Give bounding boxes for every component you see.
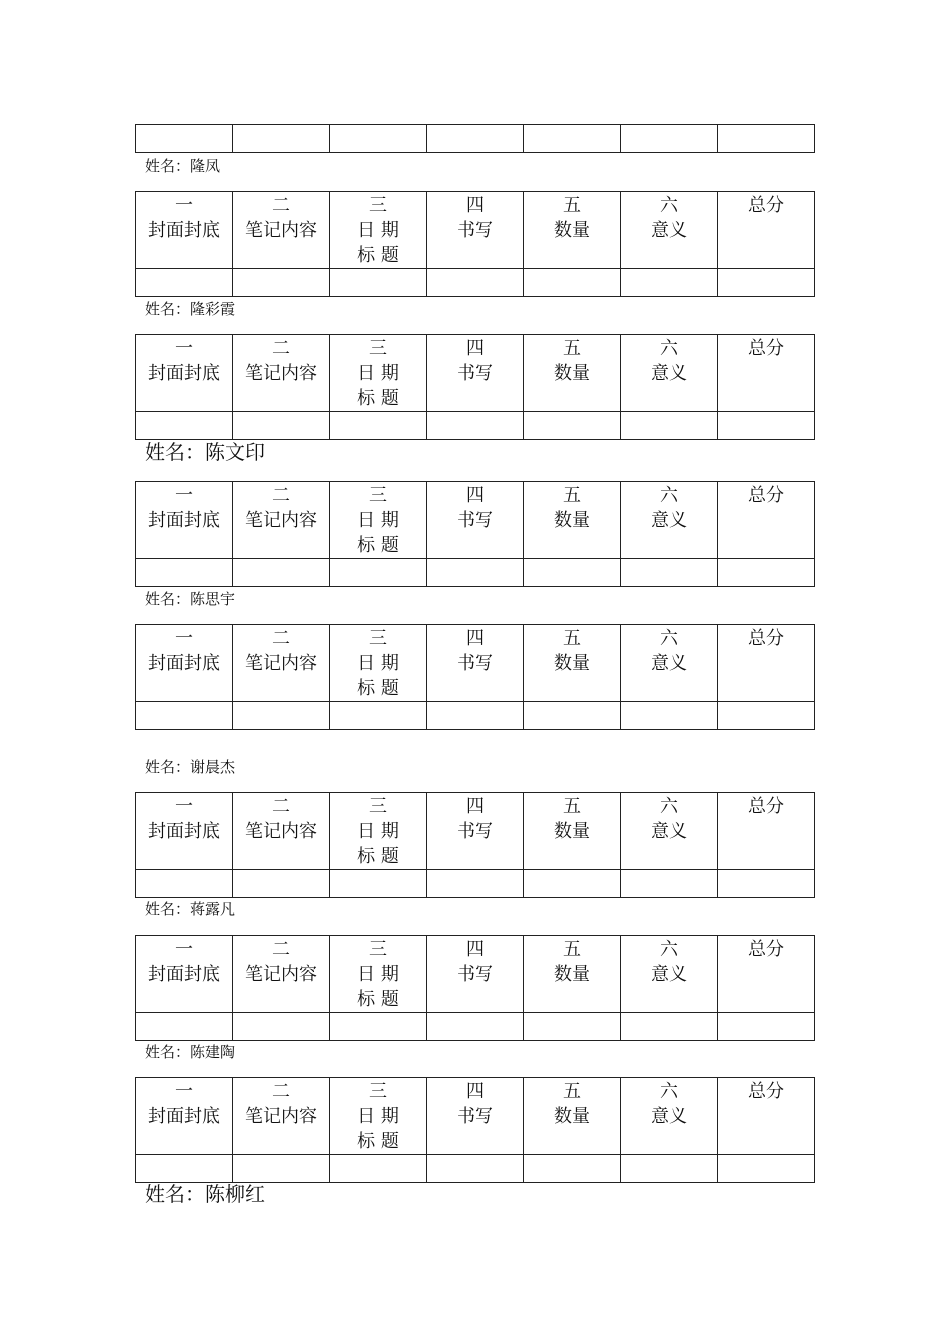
header-cell — [718, 936, 815, 1013]
score-cell[interactable] — [330, 559, 427, 587]
header-label: 笔记内容 — [245, 821, 317, 842]
header-label: 笔记内容 — [245, 363, 317, 384]
header-label: 标 题 — [357, 989, 399, 1010]
header-label: 书写 — [457, 821, 493, 842]
student-name: 陈柳红 — [205, 1182, 265, 1206]
header-label: 标 题 — [357, 1131, 399, 1152]
header-label: 书写 — [457, 363, 493, 384]
header-cell — [233, 1078, 330, 1155]
score-cell[interactable] — [330, 1013, 427, 1041]
student-name-label — [145, 1043, 235, 1061]
header-label: 封面封底 — [148, 821, 220, 842]
header-cell — [427, 335, 524, 412]
header-label: 意义 — [651, 821, 687, 842]
score-cell[interactable] — [524, 702, 621, 730]
header-label: 封面封底 — [148, 964, 220, 985]
header-label: 封面封底 — [148, 220, 220, 241]
score-cell[interactable] — [330, 269, 427, 297]
score-cell[interactable] — [330, 412, 427, 440]
score-cell[interactable] — [524, 412, 621, 440]
header-cell — [136, 1078, 233, 1155]
score-cell[interactable] — [718, 269, 815, 297]
score-row — [136, 269, 815, 297]
header-cell — [621, 335, 718, 412]
header-label: 书写 — [457, 510, 493, 531]
header-label: 总分 — [748, 485, 784, 506]
header-label: 六 — [660, 485, 678, 506]
score-cell[interactable] — [427, 1155, 524, 1183]
score-cell[interactable] — [718, 125, 815, 153]
header-label: 四 — [466, 939, 484, 960]
score-cell[interactable] — [136, 269, 233, 297]
score-cell[interactable] — [427, 412, 524, 440]
header-cell — [718, 1078, 815, 1155]
header-cell — [524, 1078, 621, 1155]
header-label: 封面封底 — [148, 363, 220, 384]
score-cell[interactable] — [524, 870, 621, 898]
score-cell[interactable] — [718, 559, 815, 587]
header-cell — [136, 936, 233, 1013]
header-label: 三 — [369, 796, 387, 817]
score-row — [136, 1013, 815, 1041]
name-prefix: 姓名： — [145, 758, 191, 776]
header-label: 四 — [466, 796, 484, 817]
header-label: 标 题 — [357, 846, 399, 867]
score-cell[interactable] — [233, 412, 330, 440]
header-cell — [233, 625, 330, 702]
score-table — [135, 191, 815, 297]
score-table — [135, 624, 815, 730]
header-label: 意义 — [651, 363, 687, 384]
score-cell[interactable] — [524, 559, 621, 587]
header-cell — [427, 1078, 524, 1155]
header-label: 书写 — [457, 220, 493, 241]
header-label: 二 — [272, 195, 290, 216]
header-cell — [718, 335, 815, 412]
score-cell[interactable] — [136, 1013, 233, 1041]
header-cell — [718, 793, 815, 870]
header-label: 数量 — [554, 220, 590, 241]
name-prefix: 姓名： — [145, 157, 191, 175]
header-cell — [136, 625, 233, 702]
header-row — [136, 1078, 815, 1155]
score-cell[interactable] — [718, 702, 815, 730]
header-label: 日 期 — [357, 220, 399, 241]
score-table — [135, 935, 815, 1041]
header-label: 一 — [175, 485, 193, 506]
header-cell — [136, 335, 233, 412]
score-cell[interactable] — [621, 702, 718, 730]
header-cell — [427, 936, 524, 1013]
header-label: 六 — [660, 338, 678, 359]
header-label: 意义 — [651, 510, 687, 531]
header-cell — [524, 793, 621, 870]
student-name-label — [145, 157, 220, 175]
score-row — [136, 870, 815, 898]
header-label: 五 — [563, 485, 581, 506]
score-row — [136, 1155, 815, 1183]
score-cell[interactable] — [233, 1013, 330, 1041]
score-table — [135, 1077, 815, 1183]
header-label: 书写 — [457, 1106, 493, 1127]
header-label: 标 题 — [357, 678, 399, 699]
header-label: 数量 — [554, 653, 590, 674]
header-cell — [718, 625, 815, 702]
header-row — [136, 625, 815, 702]
header-label: 封面封底 — [148, 510, 220, 531]
header-label: 数量 — [554, 363, 590, 384]
header-cell — [718, 192, 815, 269]
header-label: 一 — [175, 1081, 193, 1102]
header-label: 总分 — [748, 628, 784, 649]
header-label: 二 — [272, 485, 290, 506]
header-label: 数量 — [554, 510, 590, 531]
header-cell — [524, 936, 621, 1013]
header-label: 日 期 — [357, 510, 399, 531]
header-cell — [524, 335, 621, 412]
score-row — [136, 559, 815, 587]
score-cell[interactable] — [233, 125, 330, 153]
name-prefix: 姓名： — [145, 1182, 205, 1206]
header-cell — [330, 1078, 427, 1155]
header-label: 三 — [369, 628, 387, 649]
name-prefix: 姓名： — [145, 300, 191, 318]
header-label: 四 — [466, 1081, 484, 1102]
score-cell[interactable] — [136, 412, 233, 440]
header-label: 三 — [369, 485, 387, 506]
header-label: 五 — [563, 338, 581, 359]
header-label: 笔记内容 — [245, 220, 317, 241]
header-label: 一 — [175, 796, 193, 817]
name-prefix: 姓名： — [145, 900, 191, 918]
score-cell[interactable] — [427, 870, 524, 898]
header-cell — [330, 793, 427, 870]
header-cell — [524, 192, 621, 269]
name-prefix: 姓名： — [145, 590, 191, 608]
score-cell[interactable] — [233, 870, 330, 898]
header-label: 数量 — [554, 1106, 590, 1127]
header-label: 三 — [369, 195, 387, 216]
score-cell[interactable] — [718, 412, 815, 440]
header-cell — [621, 192, 718, 269]
score-cell[interactable] — [233, 269, 330, 297]
score-cell[interactable] — [621, 559, 718, 587]
name-prefix: 姓名： — [145, 1043, 191, 1061]
name-prefix: 姓名： — [145, 440, 205, 464]
header-row — [136, 335, 815, 412]
header-label: 五 — [563, 1081, 581, 1102]
header-cell — [233, 793, 330, 870]
header-cell — [330, 192, 427, 269]
header-cell — [427, 482, 524, 559]
header-cell — [233, 335, 330, 412]
student-name-label — [145, 900, 235, 918]
score-table — [135, 334, 815, 440]
header-row — [136, 793, 815, 870]
score-cell[interactable] — [330, 125, 427, 153]
header-cell — [330, 936, 427, 1013]
header-label: 日 期 — [357, 653, 399, 674]
score-row — [136, 702, 815, 730]
score-table — [135, 481, 815, 587]
score-cell[interactable] — [233, 702, 330, 730]
student-name: 隆凤 — [190, 157, 221, 175]
header-label: 二 — [272, 939, 290, 960]
header-label: 封面封底 — [148, 1106, 220, 1127]
score-cell[interactable] — [136, 702, 233, 730]
student-name-label — [145, 440, 265, 464]
header-label: 四 — [466, 485, 484, 506]
header-label: 二 — [272, 338, 290, 359]
score-cell[interactable] — [427, 125, 524, 153]
score-cell[interactable] — [136, 1155, 233, 1183]
score-cell[interactable] — [330, 1155, 427, 1183]
header-cell — [330, 625, 427, 702]
header-cell — [524, 482, 621, 559]
header-label: 意义 — [651, 220, 687, 241]
header-cell — [330, 335, 427, 412]
score-cell[interactable] — [524, 1013, 621, 1041]
score-cell[interactable] — [718, 1155, 815, 1183]
score-cell[interactable] — [524, 125, 621, 153]
score-cell[interactable] — [330, 702, 427, 730]
score-cell[interactable] — [621, 870, 718, 898]
header-label: 一 — [175, 628, 193, 649]
student-name: 蒋露凡 — [190, 900, 236, 918]
student-name: 隆彩霞 — [190, 300, 236, 318]
score-cell[interactable] — [427, 559, 524, 587]
score-table — [135, 792, 815, 898]
student-name-label — [145, 1182, 265, 1206]
header-label: 数量 — [554, 964, 590, 985]
header-cell — [330, 482, 427, 559]
header-cell — [621, 793, 718, 870]
header-label: 意义 — [651, 653, 687, 674]
header-cell — [621, 1078, 718, 1155]
score-cell[interactable] — [136, 559, 233, 587]
header-cell — [718, 482, 815, 559]
header-label: 日 期 — [357, 964, 399, 985]
header-label: 日 期 — [357, 821, 399, 842]
header-label: 总分 — [748, 939, 784, 960]
student-name-label — [145, 300, 235, 318]
score-cell[interactable] — [136, 125, 233, 153]
score-cell[interactable] — [136, 870, 233, 898]
score-cell[interactable] — [524, 269, 621, 297]
student-name: 陈思宇 — [190, 590, 236, 608]
header-cell — [233, 482, 330, 559]
score-cell[interactable] — [524, 1155, 621, 1183]
header-label: 笔记内容 — [245, 653, 317, 674]
header-label: 日 期 — [357, 1106, 399, 1127]
student-name-label — [145, 590, 235, 608]
header-row — [136, 936, 815, 1013]
score-cell[interactable] — [330, 870, 427, 898]
score-cell[interactable] — [621, 1155, 718, 1183]
score-row — [136, 412, 815, 440]
header-label: 二 — [272, 796, 290, 817]
score-cell[interactable] — [621, 1013, 718, 1041]
header-label: 三 — [369, 1081, 387, 1102]
header-label: 二 — [272, 628, 290, 649]
header-label: 一 — [175, 939, 193, 960]
header-label: 总分 — [748, 338, 784, 359]
header-label: 三 — [369, 338, 387, 359]
header-row — [136, 482, 815, 559]
header-label: 意义 — [651, 1106, 687, 1127]
score-cell[interactable] — [427, 1013, 524, 1041]
header-label: 六 — [660, 195, 678, 216]
header-label: 六 — [660, 628, 678, 649]
header-label: 书写 — [457, 964, 493, 985]
header-label: 总分 — [748, 796, 784, 817]
header-label: 日 期 — [357, 363, 399, 384]
header-label: 笔记内容 — [245, 510, 317, 531]
score-cell[interactable] — [718, 870, 815, 898]
header-cell — [427, 192, 524, 269]
header-cell — [524, 625, 621, 702]
header-label: 五 — [563, 628, 581, 649]
header-label: 书写 — [457, 653, 493, 674]
score-cell[interactable] — [427, 269, 524, 297]
score-row — [136, 125, 815, 153]
header-label: 标 题 — [357, 245, 399, 266]
header-cell — [233, 936, 330, 1013]
header-label: 一 — [175, 338, 193, 359]
header-cell — [621, 936, 718, 1013]
header-label: 五 — [563, 195, 581, 216]
header-label: 四 — [466, 628, 484, 649]
header-cell — [621, 625, 718, 702]
score-cell[interactable] — [233, 1155, 330, 1183]
header-label: 总分 — [748, 1081, 784, 1102]
student-name: 陈文印 — [205, 440, 265, 464]
score-table — [135, 124, 815, 153]
score-cell[interactable] — [621, 269, 718, 297]
header-cell — [427, 625, 524, 702]
header-label: 五 — [563, 939, 581, 960]
score-cell[interactable] — [233, 559, 330, 587]
header-label: 笔记内容 — [245, 964, 317, 985]
student-name-label — [145, 758, 235, 776]
header-cell — [621, 482, 718, 559]
header-label: 五 — [563, 796, 581, 817]
header-label: 标 题 — [357, 535, 399, 556]
score-cell[interactable] — [427, 702, 524, 730]
student-name: 谢晨杰 — [190, 758, 236, 776]
header-label: 意义 — [651, 964, 687, 985]
header-label: 数量 — [554, 821, 590, 842]
header-label: 标 题 — [357, 388, 399, 409]
header-cell — [427, 793, 524, 870]
header-label: 一 — [175, 195, 193, 216]
student-name: 陈建陶 — [190, 1043, 236, 1061]
header-cell — [136, 793, 233, 870]
header-label: 六 — [660, 796, 678, 817]
header-row — [136, 192, 815, 269]
header-label: 封面封底 — [148, 653, 220, 674]
header-label: 三 — [369, 939, 387, 960]
header-label: 总分 — [748, 195, 784, 216]
header-label: 二 — [272, 1081, 290, 1102]
header-cell — [136, 192, 233, 269]
score-cell[interactable] — [621, 125, 718, 153]
score-cell[interactable] — [718, 1013, 815, 1041]
header-label: 四 — [466, 338, 484, 359]
header-cell — [233, 192, 330, 269]
header-label: 四 — [466, 195, 484, 216]
header-label: 六 — [660, 1081, 678, 1102]
header-label: 笔记内容 — [245, 1106, 317, 1127]
header-cell — [136, 482, 233, 559]
header-label: 六 — [660, 939, 678, 960]
score-cell[interactable] — [621, 412, 718, 440]
